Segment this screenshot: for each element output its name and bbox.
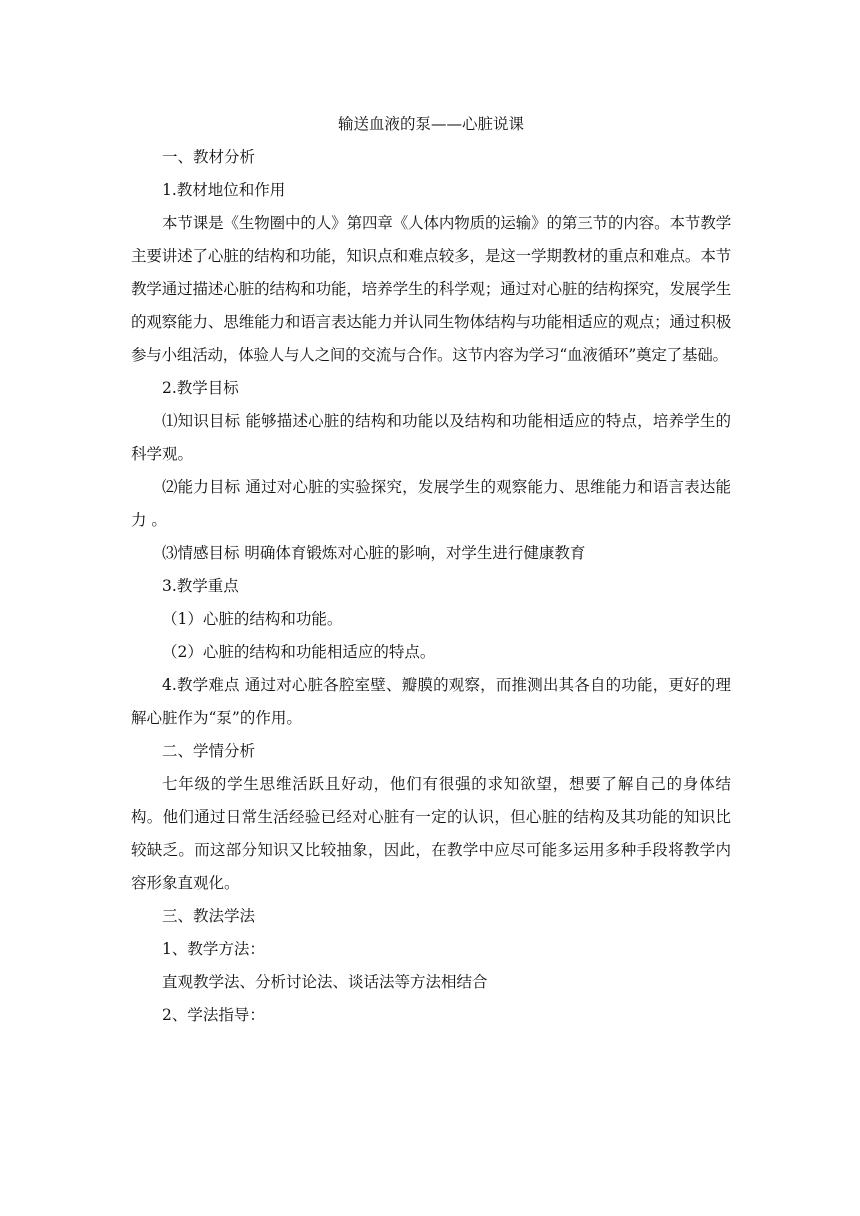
paragraph-teaching-methods: 直观教学法、分析讨论法、谈话法等方法相结合 [162, 973, 488, 991]
goal-ability: ⑵能力目标 通过对心脏的实验探究，发展学生的观察能力、思维能力和语言表达能力 。 [131, 478, 731, 529]
paragraph-difficulty: 4.教学难点 通过对心脏各腔室壁、瓣膜的观察，而推测出其各自的功能，更好的理解心脏作为“泵”的作用。 [131, 676, 731, 727]
section-heading-methods: 三、教法学法 [162, 907, 256, 925]
goal-knowledge: ⑴知识目标 能够描述心脏的结构和功能以及结构和功能相适应的特点，培养学生的科学观。 [131, 412, 731, 463]
paragraph-textbook-position: 本节课是《生物圈中的人》第四章《人体内物质的运输》的第三节的内容。本节教学主要讲述了心脏的结构和功能，知识点和难点较多，是这一学期教材的重点和难点。本节教学通过描述心脏的结构和功能，培养学生的科学观；通过对心脏的结构探究，发展学生的观察能力、思维能力和语言表达能力并认同生物体结构与功能相适应的观点；通过积极参与小组活动，体验人与人之间的交流与合作。这节内容为学习“血液循环”奠定了基础。 [131, 214, 731, 364]
key-point-1: （1）心脏的结构和功能。 [162, 610, 343, 628]
subheading-teaching-methods: 1、教学方法： [162, 940, 265, 958]
section-heading-student-analysis: 二、学情分析 [162, 742, 256, 760]
subheading-study-guidance: 2、学法指导： [162, 1006, 265, 1024]
section-heading-textbook-analysis: 一、教材分析 [162, 148, 256, 166]
document-title: 输送血液的泵——心脏说课 [337, 115, 524, 133]
subheading-textbook-position: 1.教材地位和作用 [162, 181, 286, 199]
goal-emotion: ⑶情感目标 明确体育锻炼对心脏的影响，对学生进行健康教育 [162, 544, 586, 562]
document-body [131, 108, 731, 1032]
paragraph-student-analysis: 七年级的学生思维活跃且好动，他们有很强的求知欲望，想要了解自己的身体结构。他们通过日常生活经验已经对心脏有一定的认识，但心脏的结构及其功能的知识比较缺乏。而这部分知识又比较抽象，因此，在教学中应尽可能多运用多种手段将教学内容形象直观化。 [131, 775, 731, 892]
subheading-key-points: 3.教学重点 [162, 577, 239, 595]
key-point-2: （2）心脏的结构和功能相适应的特点。 [162, 643, 436, 661]
subheading-teaching-goals: 2.教学目标 [162, 379, 239, 397]
